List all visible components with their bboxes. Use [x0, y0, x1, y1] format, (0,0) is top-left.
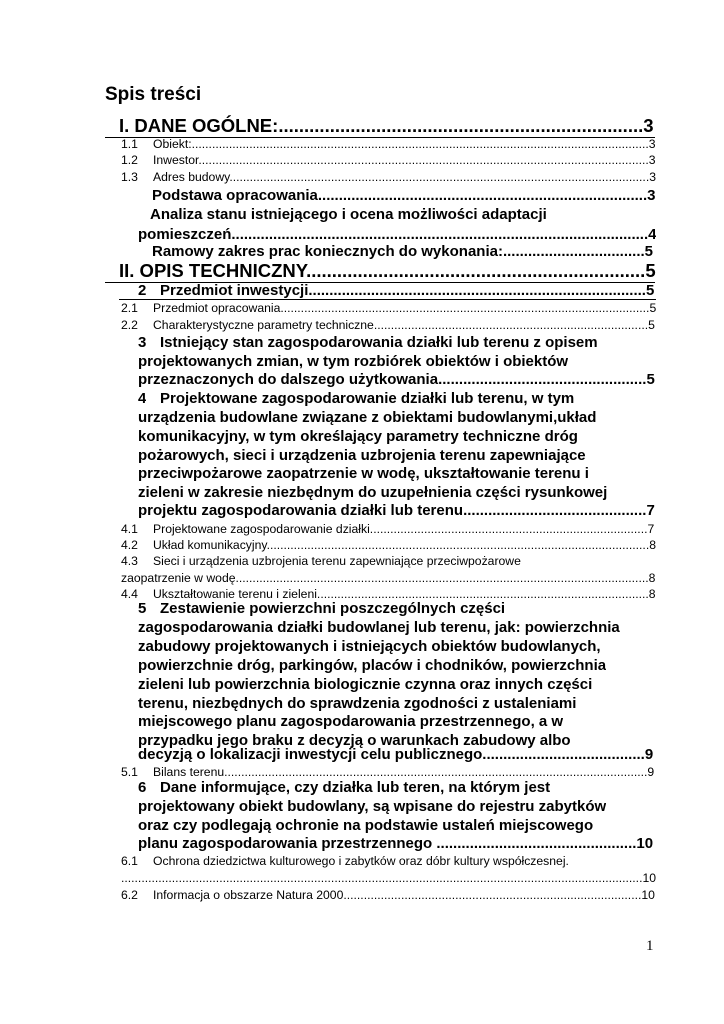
- toc-entry-line: decyzją o lokalizacji inwestycji celu publicznego.......................................9: [138, 746, 654, 763]
- toc-entry-ramowy-zakres[interactable]: Ramowy zakres prac koniecznych do wykonania:..................................5: [152, 243, 654, 260]
- toc-entry-line: urządzenia budowlane związane z obiektami budowlanymi,układ: [138, 409, 597, 426]
- toc-entry-line: Sieci i urządzenia uzbrojenia terenu zapewniające przeciwpożarowe: [153, 554, 521, 568]
- toc-entry-line: Adres budowy............................................................................................................................3: [153, 170, 656, 184]
- toc-entry-number: 6: [138, 779, 147, 796]
- toc-entry-number: 4.2: [121, 538, 138, 552]
- toc-entry-line: Ukształtowanie terenu i zieleni..................................................................................................8: [153, 587, 656, 601]
- toc-entry-line: pomieszczeń....................................................................................................4: [138, 226, 656, 243]
- toc-entry-opis-techniczny[interactable]: II. OPIS TECHNICZNY..................................................................5: [119, 260, 656, 281]
- toc-entry-line: przeciwpożarowe zaopatrzenie w wodę, ukształtowanie terenu i: [138, 465, 589, 482]
- toc-entry-line: projektowany obiekt budowlany, są wpisane do rejestru zabytków: [138, 798, 607, 815]
- toc-entry-line: ..........................................................................................................................................................10: [121, 871, 656, 885]
- toc-entry-number: 5.1: [121, 765, 138, 779]
- toc-entry-number: 6.1: [121, 854, 138, 868]
- toc-entry-dane-ogolne[interactable]: I. DANE OGÓLNE:.......................................................................3: [119, 115, 654, 136]
- toc-entry-podstawa[interactable]: Podstawa opracowania...............................................................................3: [152, 187, 656, 204]
- toc-entry-line: zaopatrzenie w wodę..........................................................................................................................8: [121, 571, 656, 585]
- toc-entry-line: Zestawienie powierzchni poszczególnych części: [160, 600, 506, 617]
- toc-entry-line: planu zagospodarowania przestrzennego ................................................10: [138, 835, 654, 852]
- toc-entry-line: Obiekt:.......................................................................................................................................3: [153, 137, 656, 151]
- toc-entry-number: 3: [138, 334, 147, 351]
- toc-entry-line: Projektowane zagospodarowanie działki lub terenu, w tym: [160, 390, 575, 407]
- toc-entry-line: Informacja o obszarze Natura 2000........................................................................................10: [153, 888, 655, 902]
- toc-entry-number: 2.1: [121, 301, 138, 315]
- toc-entry-number: 4.4: [121, 587, 138, 601]
- toc-entry-number: 4.1: [121, 522, 138, 536]
- toc-entry-number: 1.3: [121, 170, 138, 184]
- toc-entry-line: przeznaczonych do dalszego użytkowania..................................................5: [138, 371, 655, 388]
- toc-entry-number: 4.3: [121, 554, 138, 568]
- toc-entry-line: Układ komunikacyjny.................................................................................................................8: [153, 538, 656, 552]
- toc-entry-line: zieleni w zakresie niezbędnym do uzupełnienia części rysunkowej: [138, 484, 608, 501]
- toc-entry-line: terenu, niezbędnych do sprawdzenia zgodności z ustaleniami: [138, 695, 577, 712]
- toc-entry-line: pożarowych, sieci i urządzenia uzbrojenia terenu zapewniające: [138, 447, 586, 464]
- toc-entry-number: 4: [138, 390, 147, 407]
- toc-entry-line: Projektowane zagospodarowanie działki..................................................................................7: [153, 522, 655, 536]
- toc-entry-line: powierzchnie dróg, parkingów, placów i chodników, powierzchnia: [138, 657, 607, 674]
- toc-entry-line: zagospodarowania działki budowlanej lub terenu, jak: powierzchnia: [138, 619, 620, 636]
- toc-entry-line: komunikacyjny, w tym określający parametry techniczne dróg: [138, 428, 578, 445]
- toc-entry-line: Przedmiot inwestycji.................................................................................5: [160, 282, 655, 299]
- toc-entry-number: 2: [138, 282, 147, 299]
- toc-entry-line: projektowanych zmian, w tym rozbiórek obiektów i obiektów: [138, 353, 569, 370]
- toc-entry-line: Przedmiot opracowania.............................................................................................................5: [153, 301, 656, 315]
- toc-entry-line: oraz czy podlegają ochronie na podstawie ustaleń miejscowego: [138, 817, 594, 834]
- toc-entry-number: 1.2: [121, 153, 138, 167]
- toc-entry-line: Analiza stanu istniejącego i ocena możliwości adaptacji: [150, 206, 547, 223]
- page-number: 1: [646, 938, 654, 954]
- toc-entry-line: Ochrona dziedzictwa kulturowego i zabytków oraz dóbr kultury współczesnej.: [153, 854, 569, 868]
- toc-entry-line: Charakterystyczne parametry techniczne.................................................................................5: [153, 318, 655, 332]
- toc-entry-line: Dane informujące, czy działka lub teren, na którym jest: [160, 779, 551, 796]
- toc-entry-line: projektu zagospodarowania działki lub terenu............................................7: [138, 502, 655, 519]
- toc-entry-line: miejscowego planu zagospodarowania przestrzennego, a w: [138, 713, 564, 730]
- toc-entry-number: 6.2: [121, 888, 138, 902]
- toc-entry-line: zabudowy projektowanych i istniejących obiektów budowlanych,: [138, 638, 601, 655]
- toc-entry-line: zieleni lub powierzchnia biologicznie czynna oraz innych części: [138, 676, 593, 693]
- toc-entry-number: 2.2: [121, 318, 138, 332]
- page-title: Spis treści: [105, 84, 202, 105]
- toc-entry-line: Inwestor.....................................................................................................................................3: [153, 153, 656, 167]
- section-rule: [119, 299, 656, 300]
- toc-entry-line: przypadku jego braku z decyzją o warunkach zabudowy albo: [138, 732, 571, 749]
- toc-entry-line: Istniejący stan zagospodarowania działki lub terenu z opisem: [160, 334, 598, 351]
- toc-entry-number: 5: [138, 600, 147, 617]
- toc-entry-number: 1.1: [121, 137, 138, 151]
- toc-entry-line: Bilans terenu.............................................................................................................................9: [153, 765, 655, 779]
